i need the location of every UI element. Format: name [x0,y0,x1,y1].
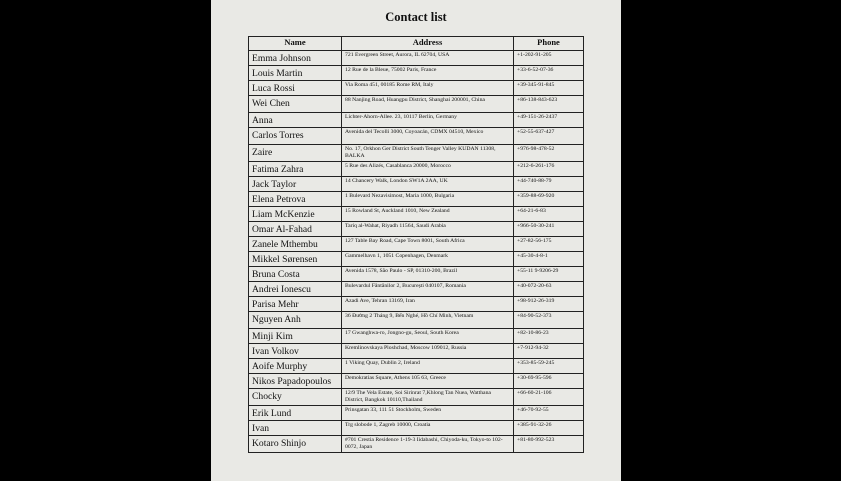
table-row [249,389,584,406]
contact-address-cell: Demokratias Square, Athens 105 63, Greece [342,374,514,389]
contact-name-cell: Jack Taylor [249,177,342,192]
contact-address-cell: Trg slobode 1, Zagreb 10000, Croatia [342,421,514,436]
contact-name-cell: Zanele Mthembu [249,237,342,252]
table-row [249,344,584,359]
contact-name-cell: Erik Lund [249,406,342,421]
table-row [249,162,584,177]
contact-name-cell: Kotaro Shinjo [249,436,342,453]
contact-phone-cell: +86-138-843-623 [514,96,584,113]
contact-address-cell: 15 Rowland St, Auckland 1010, New Zealand [342,207,514,222]
table-row [249,282,584,297]
contact-phone-cell: +44-740-88-79 [514,177,584,192]
table-row [249,113,584,128]
contact-phone-cell: +1-202-91-205 [514,51,584,66]
contact-address-cell: 14 Chancery Walk, London SW1A 2AA, UK [342,177,514,192]
contact-name-cell: Chocky [249,389,342,406]
contact-phone-cell: +81-80-992-523 [514,436,584,453]
contact-name-cell: Omar Al-Fahad [249,222,342,237]
table-row [249,222,584,237]
contact-phone-cell: +7-912-94-32 [514,344,584,359]
contact-address-cell: Gammelhavn 1, 1051 Copenhagen, Denmark [342,252,514,267]
contact-name-cell: Andrei Ionescu [249,282,342,297]
contact-name-cell: Liam McKenzie [249,207,342,222]
table-row [249,267,584,282]
contact-phone-cell: +46-70-92-55 [514,406,584,421]
contact-phone-cell: +359-88-69-920 [514,192,584,207]
table-row [249,192,584,207]
contact-phone-cell: +52-55-637-427 [514,128,584,145]
contact-name-cell: Mikkel Sørensen [249,252,342,267]
table-row [249,96,584,113]
contact-phone-cell: +49-151-26-2437 [514,113,584,128]
table-row [249,51,584,66]
table-row [249,297,584,312]
contact-name-cell: Zaire [249,145,342,162]
contact-name-cell: Ivan Volkov [249,344,342,359]
contact-address-cell: 12 Rue de la Bleue, 75002 Paris, France [342,66,514,81]
contact-phone-cell: +976-98-478-52 [514,145,584,162]
contact-name-cell: Bruna Costa [249,267,342,282]
table-body [249,51,584,453]
contact-phone-cell: +30-69-95-596 [514,374,584,389]
table-row [249,81,584,96]
table-row [249,329,584,344]
table-row [249,436,584,453]
table-row [249,237,584,252]
contact-address-cell: Kremlinovskaya Ploshchad, Moscow 109012, Russia [342,344,514,359]
contact-name-cell: Emma Johnson [249,51,342,66]
contact-address-cell: 1 Viking Quay, Dublin 2, Ireland [342,359,514,374]
contact-name-cell: Parisa Mehr [249,297,342,312]
contact-name-cell: Wei Chen [249,96,342,113]
page-title: Contact list [385,10,447,24]
contact-address-cell: Avenida del Tecolli 3000, Coyoacán, CDMX 04510, Mexico [342,128,514,145]
column-header-address: Address [342,37,514,51]
contact-address-cell: Bulevardul Fântânilor 2, București 040107, Romania [342,282,514,297]
contact-phone-cell: +82-10-86-23 [514,329,584,344]
contact-phone-cell: +353-85-59-245 [514,359,584,374]
contact-name-cell: Minji Kim [249,329,342,344]
contact-phone-cell: +39-345-91-845 [514,81,584,96]
contact-address-cell: Avenida 1578, São Paulo - SP, 01310-200, Brazil [342,267,514,282]
table-row [249,207,584,222]
contact-phone-cell: +66-60-21-106 [514,389,584,406]
contact-address-cell: 5 Rue des Alizés, Casablanca 20000, Morocco [342,162,514,177]
contact-phone-cell: +385-91-32-26 [514,421,584,436]
contact-address-cell: No. 17, Orkhon Ger District South Tenger Valley KUDAN 11308, BALKA [342,145,514,162]
column-header-phone: Phone [514,37,584,51]
table-row [249,359,584,374]
contact-address-cell: 12/9 The Vela Estate, Soi Sirinrat 7,Khlong Tan Nuea, Watthana District, Bangkok 10110,Thailand [342,389,514,406]
contact-address-cell: Via Roma 451, 00185 Rome RM, Italy [342,81,514,96]
contact-phone-cell: +966-50-30-241 [514,222,584,237]
contact-name-cell: Aoife Murphy [249,359,342,374]
contact-address-cell: Azadi Ave, Tehran 13169, Iran [342,297,514,312]
table-row [249,66,584,81]
contact-address-cell: 36 Đường 2 Tháng 9, Bến Nghé, Hồ Chí Minh, Vietnam [342,312,514,329]
contact-name-cell: Nikos Papadopoulos [249,374,342,389]
table-row [249,145,584,162]
contact-name-cell: Anna [249,113,342,128]
contact-name-cell: Elena Petrova [249,192,342,207]
contact-address-cell: Prinsgatan 33, 111 51 Stockholm, Sweden [342,406,514,421]
contact-address-cell: 1 Bulevard Nezavisimost, Maria 1000, Bulgaria [342,192,514,207]
contact-address-cell: #701 Crestia Residence 1-19-3 Iidabashi, Chiyoda-ku, Tokyo-to 102-0072, Japan [342,436,514,453]
contact-name-cell: Carlos Torres [249,128,342,145]
table-row [249,312,584,329]
contact-name-cell: Fatima Zahra [249,162,342,177]
contact-phone-cell: +98-912-26-319 [514,297,584,312]
contact-address-cell: 17 Gwanghwa-ro, Jongno-gu, Seoul, South Korea [342,329,514,344]
contact-phone-cell: +27-82-56-175 [514,237,584,252]
contact-phone-cell: +64-21-6-83 [514,207,584,222]
contact-address-cell: 127 Table Bay Road, Cape Town 8001, South Africa [342,237,514,252]
column-header-name: Name [249,37,342,51]
contact-phone-cell: +40-072-20-63 [514,282,584,297]
table-header-row [249,37,584,51]
table-row [249,128,584,145]
contact-phone-cell: +45-30-4-8-1 [514,252,584,267]
table-row [249,177,584,192]
contact-name-cell: Luca Rossi [249,81,342,96]
contact-phone-cell: +33-6-52-07-36 [514,66,584,81]
table-row [249,252,584,267]
contact-name-cell: Nguyen Anh [249,312,342,329]
contact-table [248,36,584,453]
document-page [211,0,621,481]
contact-phone-cell: +212-6-261-176 [514,162,584,177]
contact-address-cell: Tariq al-Wahat, Riyadh 11564, Saudi Arabia [342,222,514,237]
contact-phone-cell: +84-90-52-373 [514,312,584,329]
contact-address-cell: 721 Evergreen Street, Aurora, IL 62704, USA [342,51,514,66]
contact-address-cell: Lichter-Ahorn-Allee. 23, 10117 Berlin, Germany [342,113,514,128]
contact-name-cell: Louis Martin [249,66,342,81]
contact-name-cell: Ivan [249,421,342,436]
table-row [249,406,584,421]
contact-address-cell: 88 Nanjing Road, Huangpu District, Shanghai 200001, China [342,96,514,113]
contact-phone-cell: +55-11 9-9206-29 [514,267,584,282]
table-row [249,374,584,389]
table-row [249,421,584,436]
